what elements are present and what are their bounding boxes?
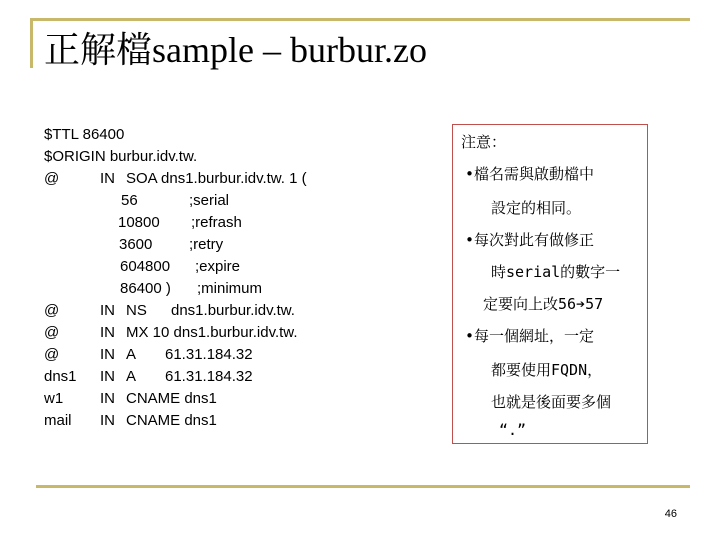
slide-title: 正解檔sample – burbur.zo <box>44 30 427 70</box>
zone-ns-class: IN <box>100 302 115 319</box>
note-box <box>452 124 648 444</box>
zone-soa-owner: @ <box>44 170 60 187</box>
zone-ns-target: dns1.burbur.idv.tw. <box>171 302 295 319</box>
zone-dns1-type: A <box>126 368 137 385</box>
zone-mx-owner: @ <box>44 324 60 341</box>
zone-serial-comment: ;serial <box>189 192 230 209</box>
zone-ttl: $TTL 86400 <box>44 126 125 143</box>
zone-minimum-value: 86400 ) <box>120 280 171 297</box>
footer-rule <box>36 485 690 488</box>
zone-a-class: IN <box>100 346 115 363</box>
note-heading: 注意： <box>461 133 507 151</box>
zone-a-type: A <box>126 346 137 363</box>
zone-a-address: 61.31.184.32 <box>165 346 253 363</box>
frame-left-rule <box>30 18 33 68</box>
note-line: 定要向上改56➔57 <box>483 295 604 313</box>
zone-dns1-address: 61.31.184.32 <box>165 368 253 385</box>
note-line: “.” <box>499 421 527 439</box>
zone-soa-class: IN <box>100 170 115 187</box>
zone-expire-value: 604800 <box>120 258 171 275</box>
zone-w1-owner: w1 <box>44 390 64 407</box>
zone-mail-owner: mail <box>44 412 72 429</box>
zone-file-listing <box>44 126 444 446</box>
zone-retry-value: 3600 <box>119 236 153 253</box>
zone-ns-type: NS <box>126 302 147 319</box>
note-line: 也就是後面要多個 <box>491 393 612 411</box>
zone-dns1-owner: dns1 <box>44 368 77 385</box>
note-line: 設定的相同。 <box>491 199 582 217</box>
zone-a-owner: @ <box>44 346 60 363</box>
zone-mx-record: MX 10 dns1.burbur.idv.tw. <box>126 324 298 341</box>
zone-serial-value: 56 <box>121 192 138 209</box>
zone-w1-record: CNAME dns1 <box>126 390 217 407</box>
note-line: 都要使用FQDN， <box>491 361 603 379</box>
zone-ns-owner: @ <box>44 302 60 319</box>
frame-top-rule <box>30 18 690 21</box>
zone-w1-class: IN <box>100 390 115 407</box>
note-line: •每一個網址，一定 <box>465 327 595 345</box>
note-line: 時serial的數字一 <box>491 263 621 281</box>
page-number: 46 <box>664 508 677 520</box>
note-line: •檔名需與啟動檔中 <box>465 165 595 183</box>
zone-expire-comment: ;expire <box>195 258 241 275</box>
zone-mx-class: IN <box>100 324 115 341</box>
zone-retry-comment: ;retry <box>189 236 224 253</box>
zone-soa-record: SOA dns1.burbur.idv.tw. 1 ( <box>126 170 307 187</box>
zone-mail-class: IN <box>100 412 115 429</box>
zone-mail-record: CNAME dns1 <box>126 412 217 429</box>
zone-dns1-class: IN <box>100 368 115 385</box>
zone-refresh-value: 10800 <box>118 214 160 231</box>
note-line: •每次對此有做修正 <box>465 231 595 249</box>
zone-refresh-comment: ;refrash <box>191 214 242 231</box>
zone-minimum-comment: ;minimum <box>197 280 263 297</box>
zone-origin: $ORIGIN burbur.idv.tw. <box>44 148 198 165</box>
